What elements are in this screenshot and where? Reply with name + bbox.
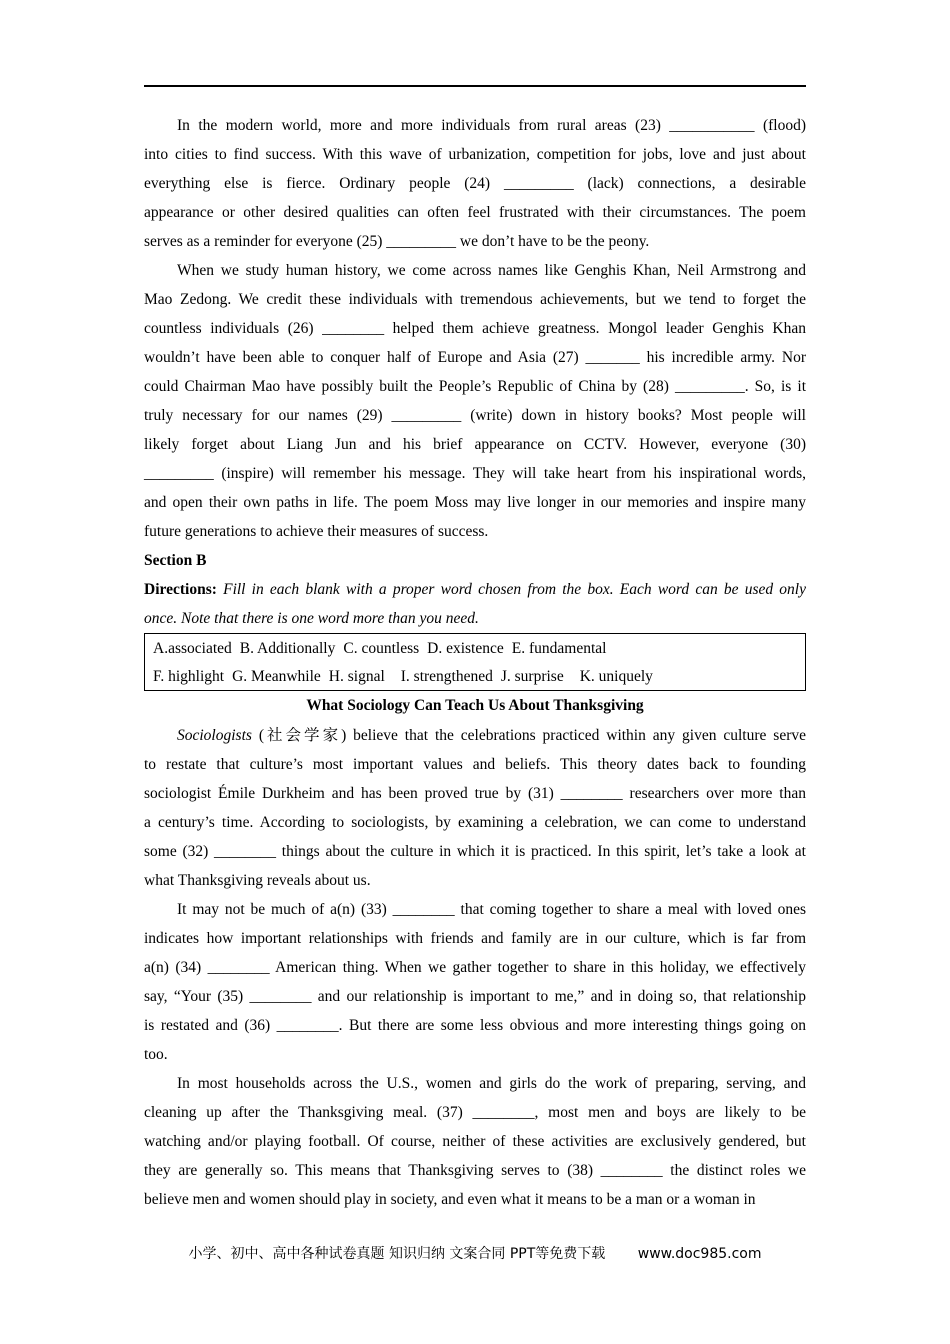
text-line: what Thanksgiving reveals about us. bbox=[144, 872, 371, 889]
text-line: too. bbox=[144, 1046, 168, 1063]
text-line: Mao Zedong. We credit these individuals with tremendous achievements, but we tend to forget the bbox=[144, 291, 806, 308]
word-box-row bbox=[153, 634, 797, 662]
text-line: and open their own paths in life. The poem Moss may live longer in our memories and inspire many bbox=[144, 494, 806, 511]
directions-label: Directions: bbox=[144, 581, 217, 598]
text-line: serves as a reminder for everyone (25) _________ we don’t have to be the peony. bbox=[144, 233, 650, 250]
text-line: truly necessary for our names (29) _________ (write) down in history books? Most people will bbox=[144, 407, 806, 424]
word-option: B. Additionally bbox=[239, 640, 336, 657]
text-line: a(n) (34) ________ American thing. When we gather together to share in this holiday, we effectively bbox=[144, 959, 806, 976]
word-option: D. existence bbox=[427, 640, 504, 657]
text-line: to restate that culture’s most important values and beliefs. This theory dates back to founding bbox=[144, 756, 806, 773]
document-body bbox=[144, 111, 806, 1214]
text-line: appearance or other desired qualities can often feel frustrated with their circumstances. The poem bbox=[144, 204, 806, 221]
word-option: H. signal bbox=[328, 668, 385, 685]
text-line bbox=[144, 721, 806, 750]
word-box bbox=[144, 633, 806, 691]
directions-line: once. Note that there is one word more than you need. bbox=[144, 610, 479, 627]
word-option: J. surprise bbox=[500, 668, 564, 685]
footer-url[interactable]: www.doc985.com bbox=[637, 1246, 762, 1262]
text-line: a century’s time. According to sociologists, by examining a celebration, we can come to understand bbox=[144, 814, 806, 831]
directions-line bbox=[144, 575, 806, 604]
text-line: say, “Your (35) ________ and our relationship is important to me,” and in doing so, that relationship bbox=[144, 988, 806, 1005]
text-line: likely forget about Liang Jun and his brief appearance on CCTV. However, everyone (30) bbox=[144, 436, 806, 453]
word-option: G. Meanwhile bbox=[232, 668, 321, 685]
text-line: indicates how important relationships with friends and family are in our culture, which is far from bbox=[144, 930, 806, 947]
text-line: It may not be much of a(n) (33) ________ that coming together to share a meal with loved ones bbox=[177, 901, 806, 918]
text-line: sociologist Émile Durkheim and has been proved true by (31) ________ researchers over more than bbox=[144, 785, 806, 802]
passage-title: What Sociology Can Teach Us About Thanksgiving bbox=[306, 697, 644, 714]
text-line: future generations to achieve their measures of success. bbox=[144, 523, 489, 540]
footer bbox=[0, 1243, 950, 1263]
text-line: is restated and (36) ________. But there are some less obvious and more interesting things going on bbox=[144, 1017, 806, 1034]
header-rule bbox=[144, 85, 806, 87]
text-line: everything else is fierce. Ordinary people (24) _________ (lack) connections, a desirable bbox=[144, 175, 806, 192]
text-line: countless individuals (26) ________ helped them achieve greatness. Mongol leader Genghis Khan bbox=[144, 320, 806, 337]
text-line: When we study human history, we come across names like Genghis Khan, Neil Armstrong and bbox=[177, 262, 806, 279]
directions-text: Fill in each blank with a proper word chosen from the box. Each word can be used only bbox=[216, 581, 806, 598]
section-heading: Section B bbox=[144, 552, 207, 569]
text-line: _________ (inspire) will remember his message. They will take heart from his inspirational words, bbox=[144, 465, 806, 482]
text-line: into cities to find success. With this wave of urbanization, competition for jobs, love and just about bbox=[144, 146, 806, 163]
word-option: I. strengthened bbox=[400, 668, 493, 685]
text-line: believe men and women should play in society, and even what it means to be a man or a woman in bbox=[144, 1191, 756, 1208]
text-line: some (32) ________ things about the culture in which it is practiced. In this spirit, let’s take a look at bbox=[144, 843, 806, 860]
word-box-row bbox=[153, 662, 797, 690]
text-line: cleaning up after the Thanksgiving meal. (37) ________, most men and boys are likely to be bbox=[144, 1104, 806, 1121]
text-line: they are generally so. This means that Thanksgiving serves to (38) ________ the distinct roles we bbox=[144, 1162, 806, 1179]
text-line: could Chairman Mao have possibly built the People’s Republic of China by (28) _________. So, is it bbox=[144, 378, 806, 395]
word-option: E. fundamental bbox=[511, 640, 607, 657]
text-span: (社会学家) believe that the celebrations practiced within any given culture serve bbox=[251, 727, 806, 744]
footer-text: 小学、初中、高中各种试卷真题 知识归纳 文案合同 PPT等免费下载 bbox=[188, 1246, 606, 1262]
word-option: K. uniquely bbox=[579, 668, 653, 685]
text-line: watching and/or playing football. Of course, neither of these activities are exclusively gendered, but bbox=[144, 1133, 806, 1150]
text-line: In the modern world, more and more individuals from rural areas (23) ___________ (flood) bbox=[177, 117, 806, 134]
text-line: In most households across the U.S., women and girls do the work of preparing, serving, and bbox=[177, 1075, 806, 1092]
text-line: wouldn’t have been able to conquer half of Europe and Asia (27) _______ his incredible army. Nor bbox=[144, 349, 806, 366]
word-option: C. countless bbox=[343, 640, 420, 657]
word-option: F. highlight bbox=[153, 668, 225, 685]
word-option: A.associated bbox=[153, 640, 232, 657]
term-italic: Sociologists bbox=[177, 727, 252, 744]
